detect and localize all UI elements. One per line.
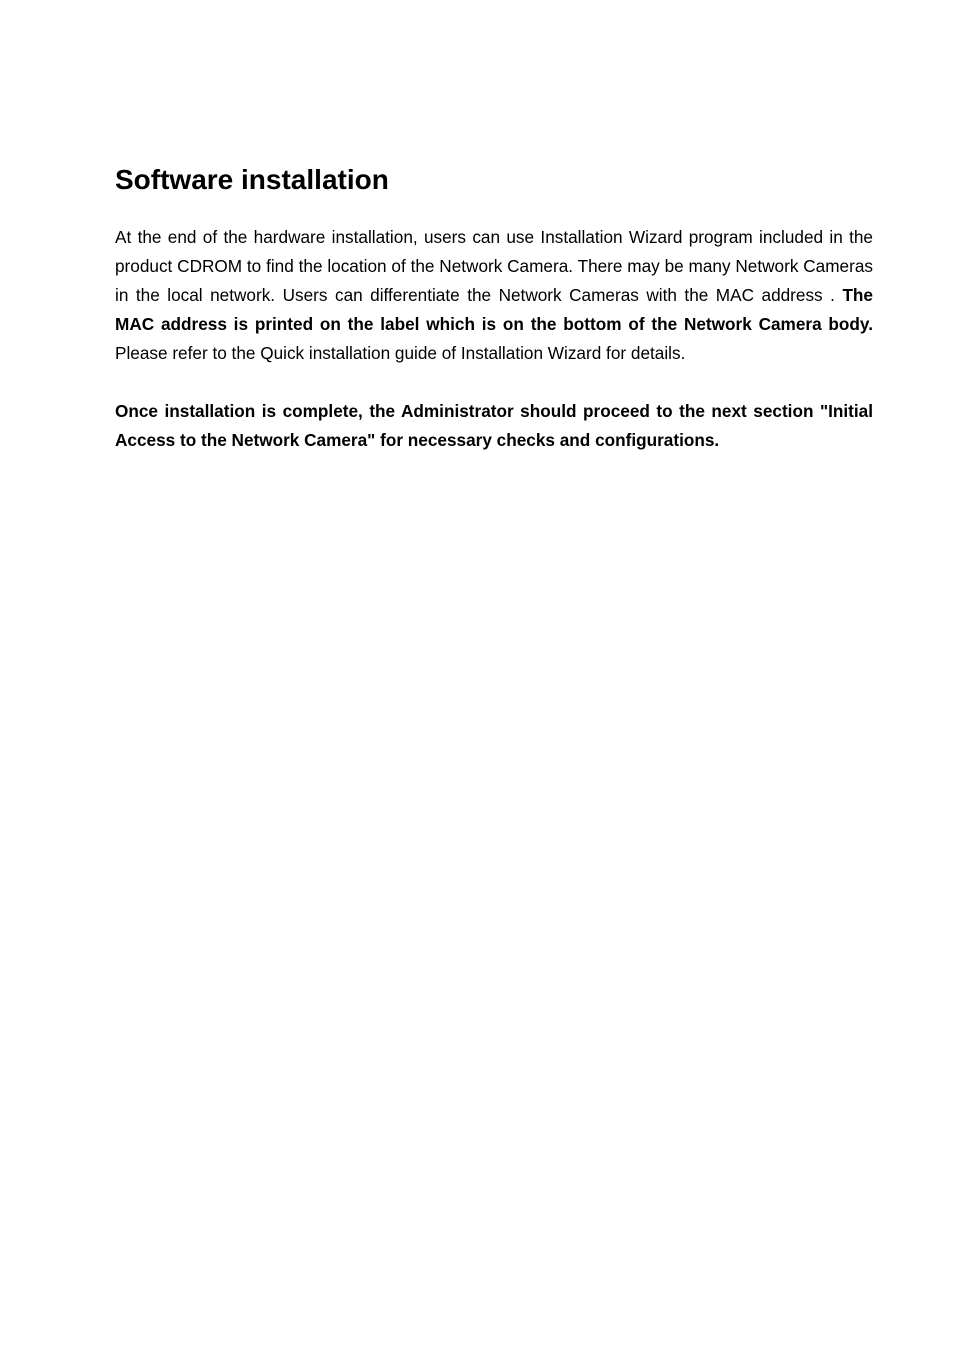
intro-paragraph: [115, 223, 873, 368]
section-heading: Software installation: [115, 164, 389, 195]
next-step-paragraph: Once installation is complete, the Administrator should proceed to the next section "Initial Access to the Network Camera" for necessary checks and configurations.: [115, 401, 873, 450]
intro-text: At the end of the hardware installation, users can use Installation Wizard program included in the product CDROM to find the location of the Network Camera. There may be many Network Cameras in the local network. Users can differentiate the Network Cameras with the MAC address .: [115, 227, 873, 305]
guide-reference-text: Please refer to the Quick installation guide of Installation Wizard for details.: [115, 343, 686, 363]
document-page: [115, 0, 873, 1350]
mac-address-note: The MAC address is printed on the label which is on the bottom of the Network Camera body.: [115, 285, 873, 334]
